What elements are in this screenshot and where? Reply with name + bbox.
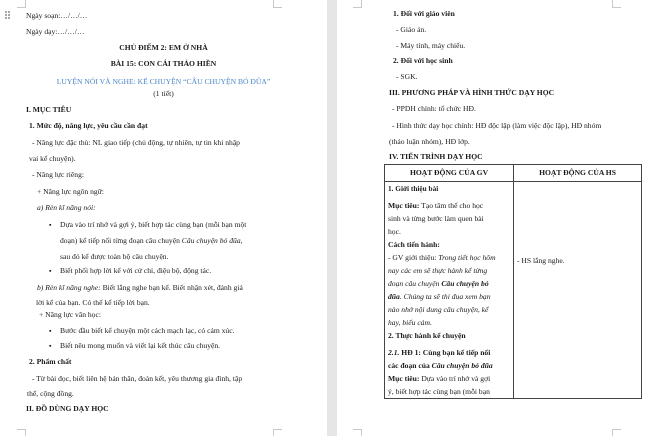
cell-text: sinh và từng bước làm quen bài <box>388 214 484 223</box>
theme-title: CHỦ ĐIỂM 2: EM Ở NHÀ <box>119 43 208 52</box>
paragraph: lời kể của bạn. Có thể kể tiếp lời bạn. <box>36 298 150 307</box>
subheading-competencies: 1. Mức độ, năng lực, yêu cầu cần đạt <box>29 121 148 130</box>
list-item: - Máy tính, máy chiếu. <box>396 41 466 50</box>
cell-text: - GV giới thiệu: Trong tiết học hôm <box>388 253 496 262</box>
paragraph: thể, cộng đồng. <box>27 389 74 398</box>
section-heading-materials: II. ĐỒ DÙNG DẠY HỌC <box>26 404 109 413</box>
list-item: - SGK. <box>396 72 418 81</box>
cell-text: 2.1. HĐ 1: Cùng bạn kể tiếp nối <box>388 348 491 357</box>
student-activity-cell <box>514 182 642 399</box>
paragraph: - Từ bài đọc, biết liên hệ bản thân, đoàn kết, yêu thương gia đình, tập <box>32 374 243 383</box>
cell-text: Mục tiêu: Tạo tâm thế cho học <box>388 201 484 210</box>
paragraph: - Năng lực riêng: <box>32 170 84 179</box>
margin-corner-mark <box>17 429 26 436</box>
cell-text: ý, biết hợp tác cùng bạn (mỗi bạn <box>388 387 490 396</box>
table-row <box>385 182 642 399</box>
margin-corner-mark <box>273 429 282 436</box>
subheading-teacher-materials: 1. Đối với giáo viên <box>393 9 455 18</box>
column-header-student: HOẠT ĐỘNG CỦA HS <box>514 165 642 182</box>
margin-corner-mark <box>612 429 621 436</box>
paragraph: b) Rèn kĩ năng nghe: Biết lắng nghe bạn kể. Biết nhận xét, đánh giá <box>37 283 243 292</box>
duration: (1 tiết) <box>153 89 174 98</box>
paragraph: + Năng lực văn học: <box>39 310 101 319</box>
bullet-item: ▪ Biết phối hợp lời kể với cử chỉ, điệu bộ, động tác. <box>60 266 211 276</box>
cell-text: đoạn câu chuyện Câu chuyện bó <box>388 279 489 288</box>
lesson-subtitle: LUYỆN NÓI VÀ NGHE: KỂ CHUYỆN “CÂU CHUYỆN BÓ ĐŨA” <box>56 77 271 86</box>
activity-heading: 2. Thực hành kể chuyện <box>388 331 466 340</box>
paragraph: vai kể chuyện). <box>29 154 76 163</box>
paragraph: - PPDH chính: tổ chức HĐ. <box>392 104 476 113</box>
document-page-right <box>337 0 650 436</box>
margin-corner-mark <box>353 0 362 8</box>
bullet-item: ▪ Dựa vào trí nhớ và gợi ý, biết hợp tác cùng bạn (mỗi bạn một <box>60 220 246 230</box>
activity-heading: 1. Giới thiệu bài <box>388 184 439 193</box>
margin-corner-mark <box>353 429 362 436</box>
date-taught: Ngày dạy:…/…/… <box>26 27 85 36</box>
cell-text: Mục tiêu: Dựa vào trí nhớ và gợi <box>388 374 491 383</box>
cell-text: nay các em sẽ thực hành kể từng <box>388 266 488 275</box>
column-header-teacher: HOẠT ĐỘNG CỦA GV <box>385 165 514 182</box>
table-header-row <box>385 165 642 182</box>
bullet-item: ▪ Bước đầu biết kể chuyện một cách mạch lạc, có cảm xúc. <box>60 326 235 336</box>
paragraph: - Hình thức dạy học chính: HĐ độc lập (làm việc độc lập), HĐ nhóm <box>392 121 602 130</box>
lesson-activity-table <box>384 164 642 399</box>
subheading-student-materials: 2. Đối với học sinh <box>393 56 453 65</box>
paragraph: + Năng lực ngôn ngữ: <box>37 187 104 196</box>
date-prepared: Ngày soạn:…/…/… <box>26 11 88 20</box>
paragraph: (thảo luận nhóm), HĐ lớp. <box>389 137 470 146</box>
bullet-item: ▪ Biết nêu mong muốn và viết lại kết thúc câu chuyện. <box>60 341 220 351</box>
section-heading-objectives: I. MỤC TIÊU <box>26 105 72 114</box>
cell-text: đũa. Chúng ta sẽ thi đua xem bạn <box>388 292 491 301</box>
paragraph: - Năng lực đặc thù: NL giao tiếp (chủ động, tự nhiên, tự tin khi nhập <box>32 138 240 147</box>
cell-text: hay, biểu cảm. <box>388 318 432 327</box>
bullet-item-continued: đoạn) kể tiếp nối từng đoạn câu chuyện Câu chuyện bó đũa, <box>60 236 243 245</box>
teacher-activity-cell <box>385 182 514 399</box>
margin-corner-mark <box>273 0 282 8</box>
cell-text: - HS lắng nghe. <box>517 256 565 265</box>
cell-label: Cách tiến hành: <box>388 240 440 249</box>
section-heading-methods: III. PHƯƠNG PHÁP VÀ HÌNH THỨC DẠY HỌC <box>389 88 555 97</box>
lesson-title: BÀI 15: CON CÁI THẢO HIỀN <box>110 59 217 68</box>
cell-text: học. <box>388 227 401 236</box>
margin-corner-mark <box>612 0 621 8</box>
subheading-qualities: 2. Phẩm chất <box>29 357 72 366</box>
list-item: - Giáo án. <box>396 25 427 34</box>
bullet-item-continued: sau đó kể được toàn bộ câu chuyện. <box>60 252 169 261</box>
cell-text: các đoạn của Câu chuyện bó đũa <box>388 361 493 370</box>
margin-corner-mark <box>17 0 26 8</box>
drag-handle-icon[interactable] <box>5 11 11 21</box>
paragraph: a) Rèn kĩ năng nói: <box>37 203 96 212</box>
cell-text: nào nhớ nội dung câu chuyện, kể <box>388 305 489 314</box>
section-heading-procedure: IV. TIẾN TRÌNH DẠY HỌC <box>389 152 483 161</box>
